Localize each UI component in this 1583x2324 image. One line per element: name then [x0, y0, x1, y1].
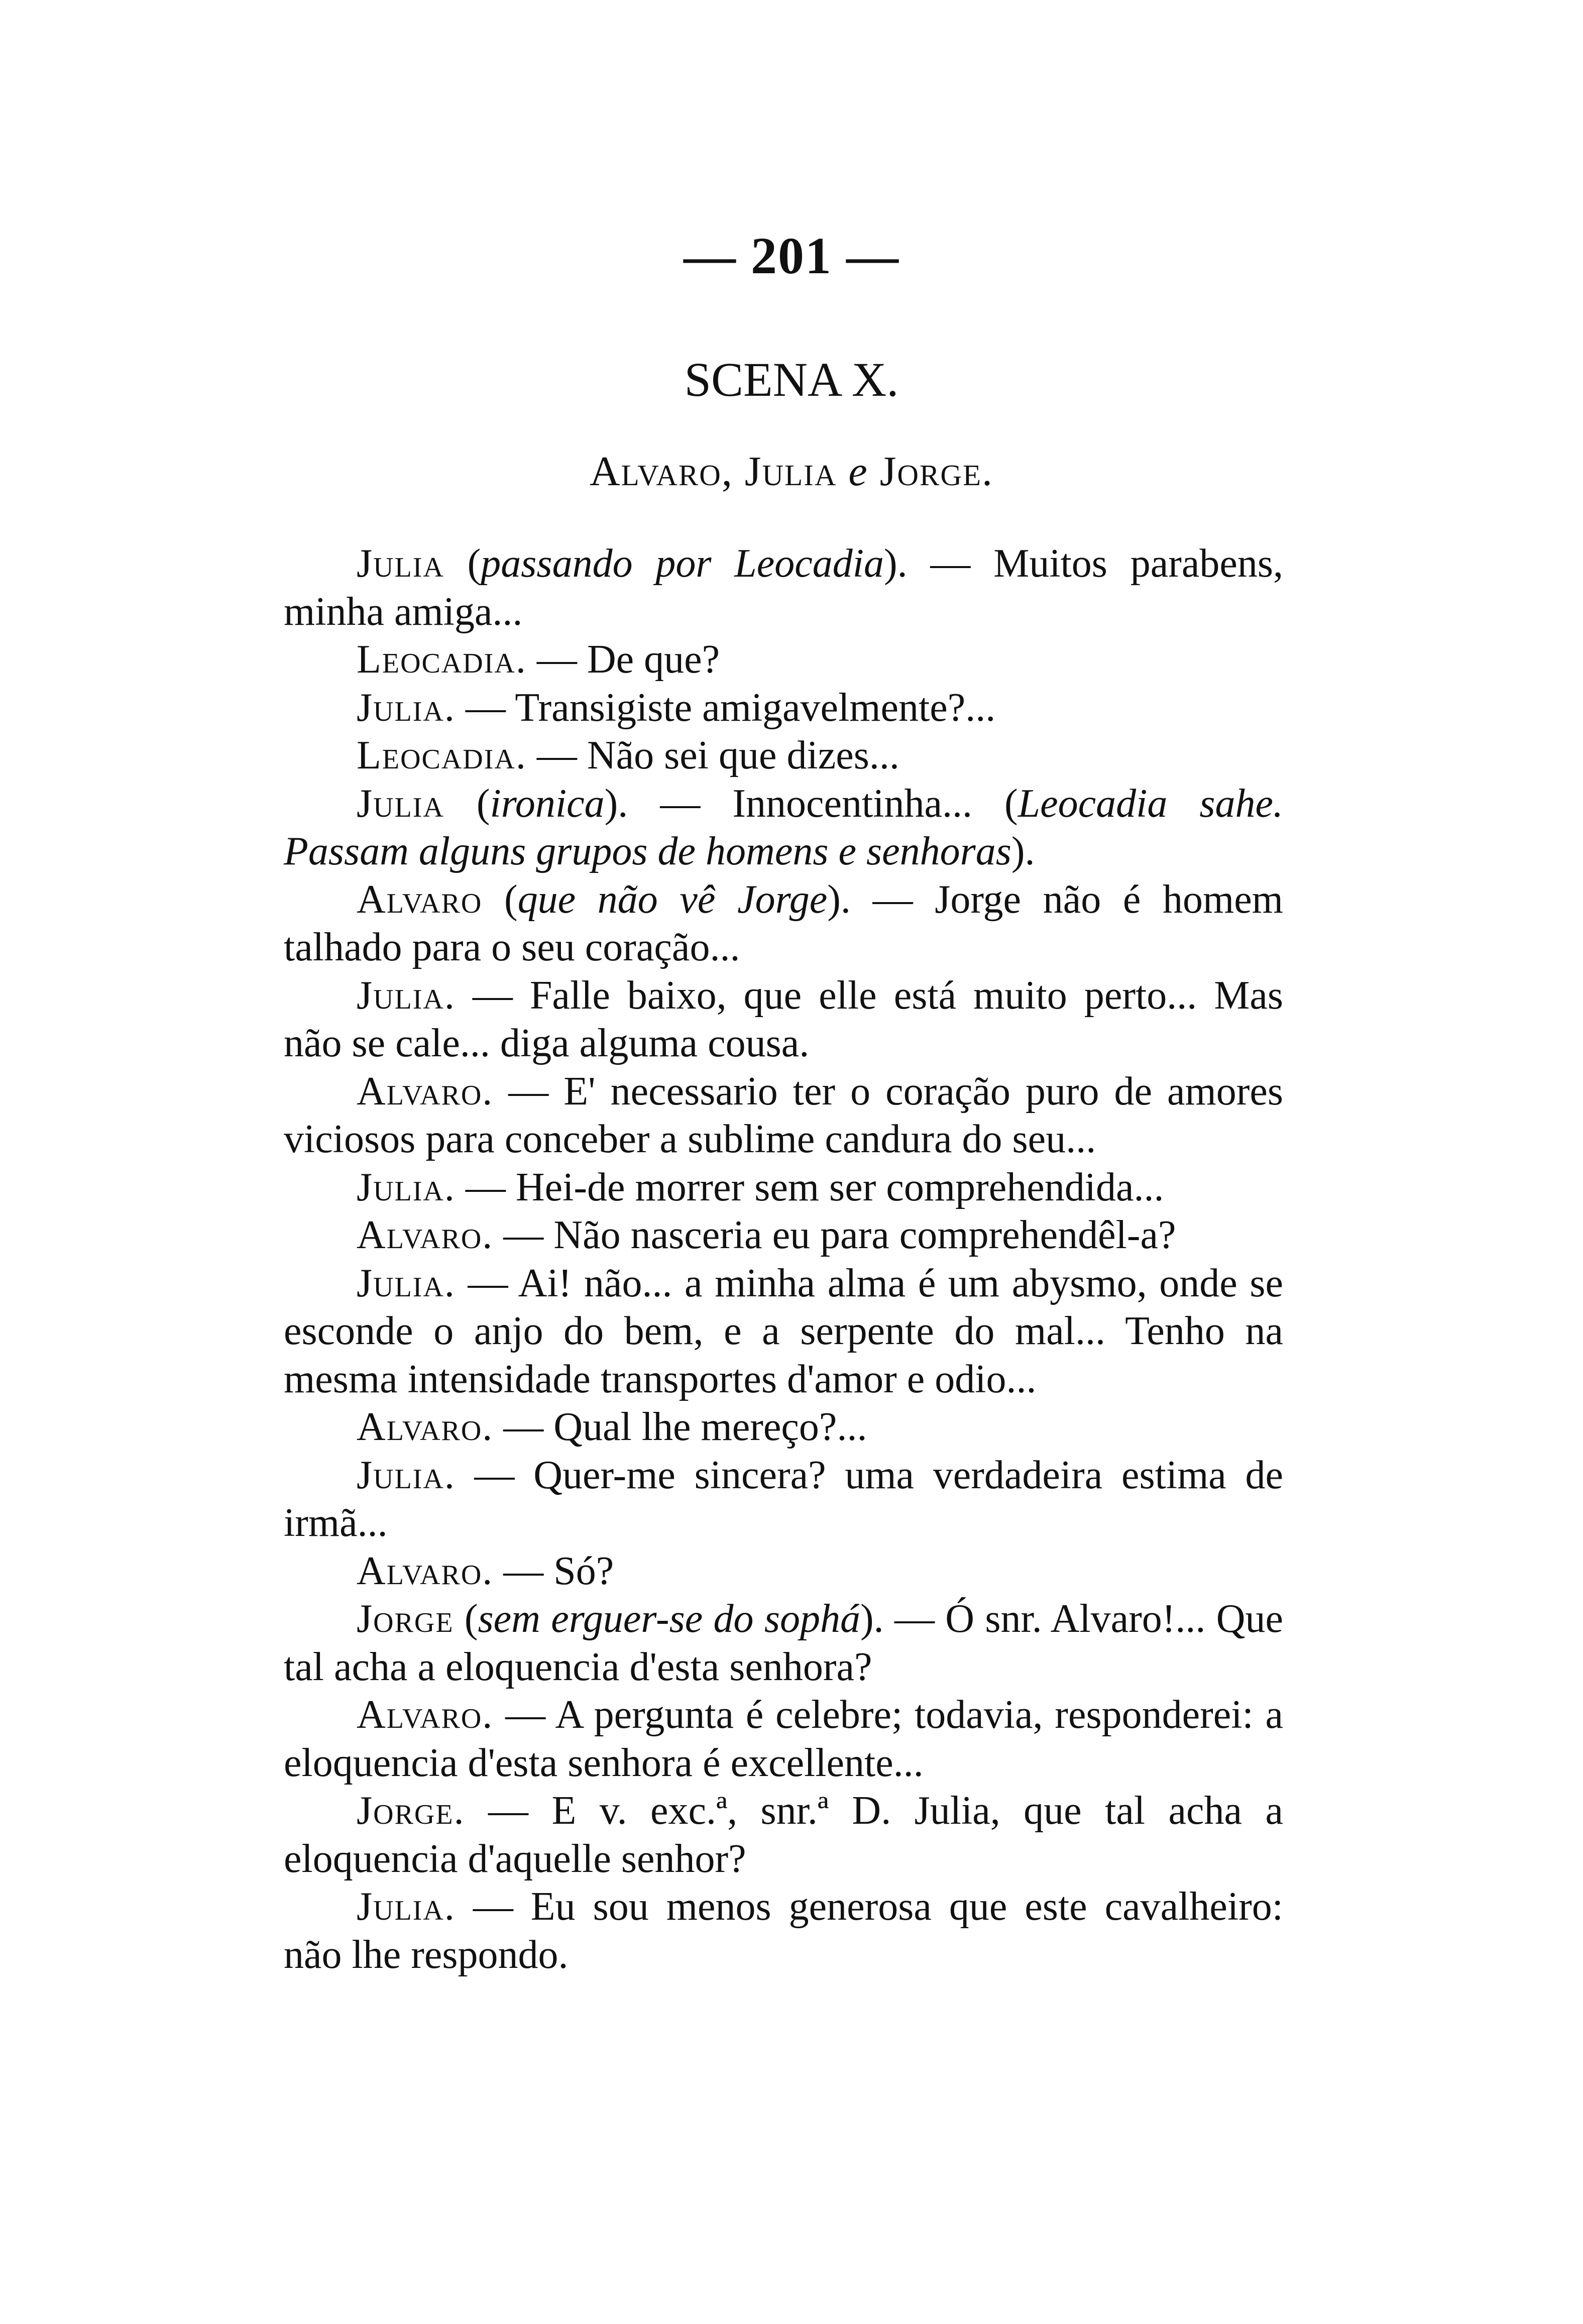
speech-text: — Não sei que dizes...	[526, 733, 899, 778]
speech-text: — Falle baixo, que elle está muito perto... Mas não se cale... diga alguma cousa.	[284, 973, 1283, 1065]
speaker-name: Julia.	[357, 973, 456, 1018]
speech-text: ). — Jorge não é homem talhado para o seu coração...	[284, 877, 1283, 969]
stage-direction: que não vê Jorge	[517, 877, 828, 922]
dialogue-paragraph	[284, 732, 1283, 780]
dialogue-paragraph	[284, 1068, 1283, 1164]
punctuation: (	[482, 877, 518, 922]
speech-text: — Só?	[493, 1548, 614, 1593]
scene-title: SCENA X.	[684, 353, 899, 406]
speaker-name: Julia.	[357, 1261, 456, 1305]
speech-text: — De que?	[526, 637, 720, 682]
speaker-name: Julia.	[357, 1453, 456, 1497]
dialogue-paragraph	[284, 1883, 1283, 1979]
speech-text: — Hei-de morrer sem ser comprehendida...	[455, 1165, 1164, 1209]
speaker-name: Alvaro.	[357, 1405, 494, 1449]
speech-text: ). — Muitos parabens, minha amiga...	[284, 541, 1283, 634]
speaker-name: Julia.	[357, 685, 456, 730]
speech-text: — Qual lhe mereço?...	[493, 1405, 867, 1449]
speaker-name: Leocadia.	[357, 733, 527, 778]
dialogue-body	[284, 540, 1283, 1979]
speaker-name: Julia.	[357, 1165, 456, 1209]
character-name: Alvaro	[589, 448, 722, 495]
dialogue-paragraph	[284, 684, 1283, 732]
stage-direction: ironica	[490, 781, 605, 826]
dialogue-paragraph	[284, 1164, 1283, 1212]
speaker-name: Jorge.	[357, 1789, 465, 1833]
dialogue-paragraph	[284, 972, 1283, 1068]
character-conjunction: e	[848, 448, 868, 495]
page-number: — 201 —	[684, 227, 899, 285]
punctuation: (	[444, 781, 490, 826]
dialogue-paragraph	[284, 1547, 1283, 1596]
stage-direction: sem erguer-se do sophá	[478, 1597, 861, 1641]
speech-text: ). — Innocentinha... (	[604, 781, 1018, 826]
punctuation: ).	[1011, 829, 1035, 873]
speech-text: ). — Ó snr. Alvaro!... Que tal acha a eloquencia d'esta senhora?	[284, 1597, 1283, 1689]
speaker-name: Julia.	[357, 1885, 456, 1929]
speaker-name: Leocadia.	[357, 637, 527, 682]
speaker-name: Alvaro.	[357, 1548, 494, 1593]
character-list: Alvaro, Julia e Jorge.	[589, 448, 994, 495]
punctuation: (	[454, 1597, 478, 1641]
speaker-name: Julia	[357, 781, 444, 826]
character-name: Julia	[744, 448, 837, 495]
speech-text: — Eu sou menos generosa que este cavalheiro: não lhe respondo.	[284, 1885, 1283, 1977]
speech-text: — E' necessario ter o coração puro de amores viciosos para conceber a sublime candura do seu...	[284, 1069, 1283, 1161]
speaker-name: Alvaro	[357, 877, 483, 922]
speech-text: — Ai! não... a minha alma é um abysmo, onde se esconde o anjo do bem, e a serpente do mal... Tenho na mesma intensidade transportes d'amor e odio...	[284, 1261, 1283, 1401]
stage-direction: Leocadia sahe. Passam alguns grupos de homens e senhoras	[284, 781, 1283, 873]
dialogue-paragraph	[284, 636, 1283, 684]
punctuation: (	[444, 541, 481, 586]
stage-direction: passando por Leocadia	[481, 541, 884, 586]
speaker-name: Alvaro.	[357, 1213, 494, 1257]
dialogue-paragraph	[284, 1787, 1283, 1883]
dialogue-paragraph	[284, 876, 1283, 972]
speaker-name: Alvaro.	[357, 1693, 494, 1737]
dialogue-paragraph	[284, 1452, 1283, 1547]
speech-text: — Não nasceria eu para comprehendêl-a?	[493, 1213, 1176, 1257]
character-name: Jorge.	[879, 448, 994, 495]
dialogue-paragraph	[284, 540, 1283, 636]
speaker-name: Alvaro.	[357, 1069, 494, 1114]
dialogue-paragraph	[284, 1211, 1283, 1260]
speech-text: — A pergunta é celebre; todavia, responderei: a eloquencia d'esta senhora é excellente...	[284, 1693, 1283, 1785]
speech-text: — E v. exc.ª, snr.ª D. Julia, que tal acha a eloquencia d'aquelle senhor?	[284, 1789, 1283, 1881]
speech-text: — Quer-me sincera? uma verdadeira estima de irmã...	[284, 1453, 1283, 1545]
dialogue-paragraph	[284, 1691, 1283, 1787]
dialogue-paragraph	[284, 1403, 1283, 1452]
speaker-name: Julia	[357, 541, 444, 586]
speaker-name: Jorge	[357, 1597, 454, 1641]
dialogue-paragraph	[284, 780, 1283, 876]
dialogue-paragraph	[284, 1595, 1283, 1691]
speech-text: — Transigiste amigavelmente?...	[455, 685, 996, 730]
dialogue-paragraph	[284, 1260, 1283, 1404]
